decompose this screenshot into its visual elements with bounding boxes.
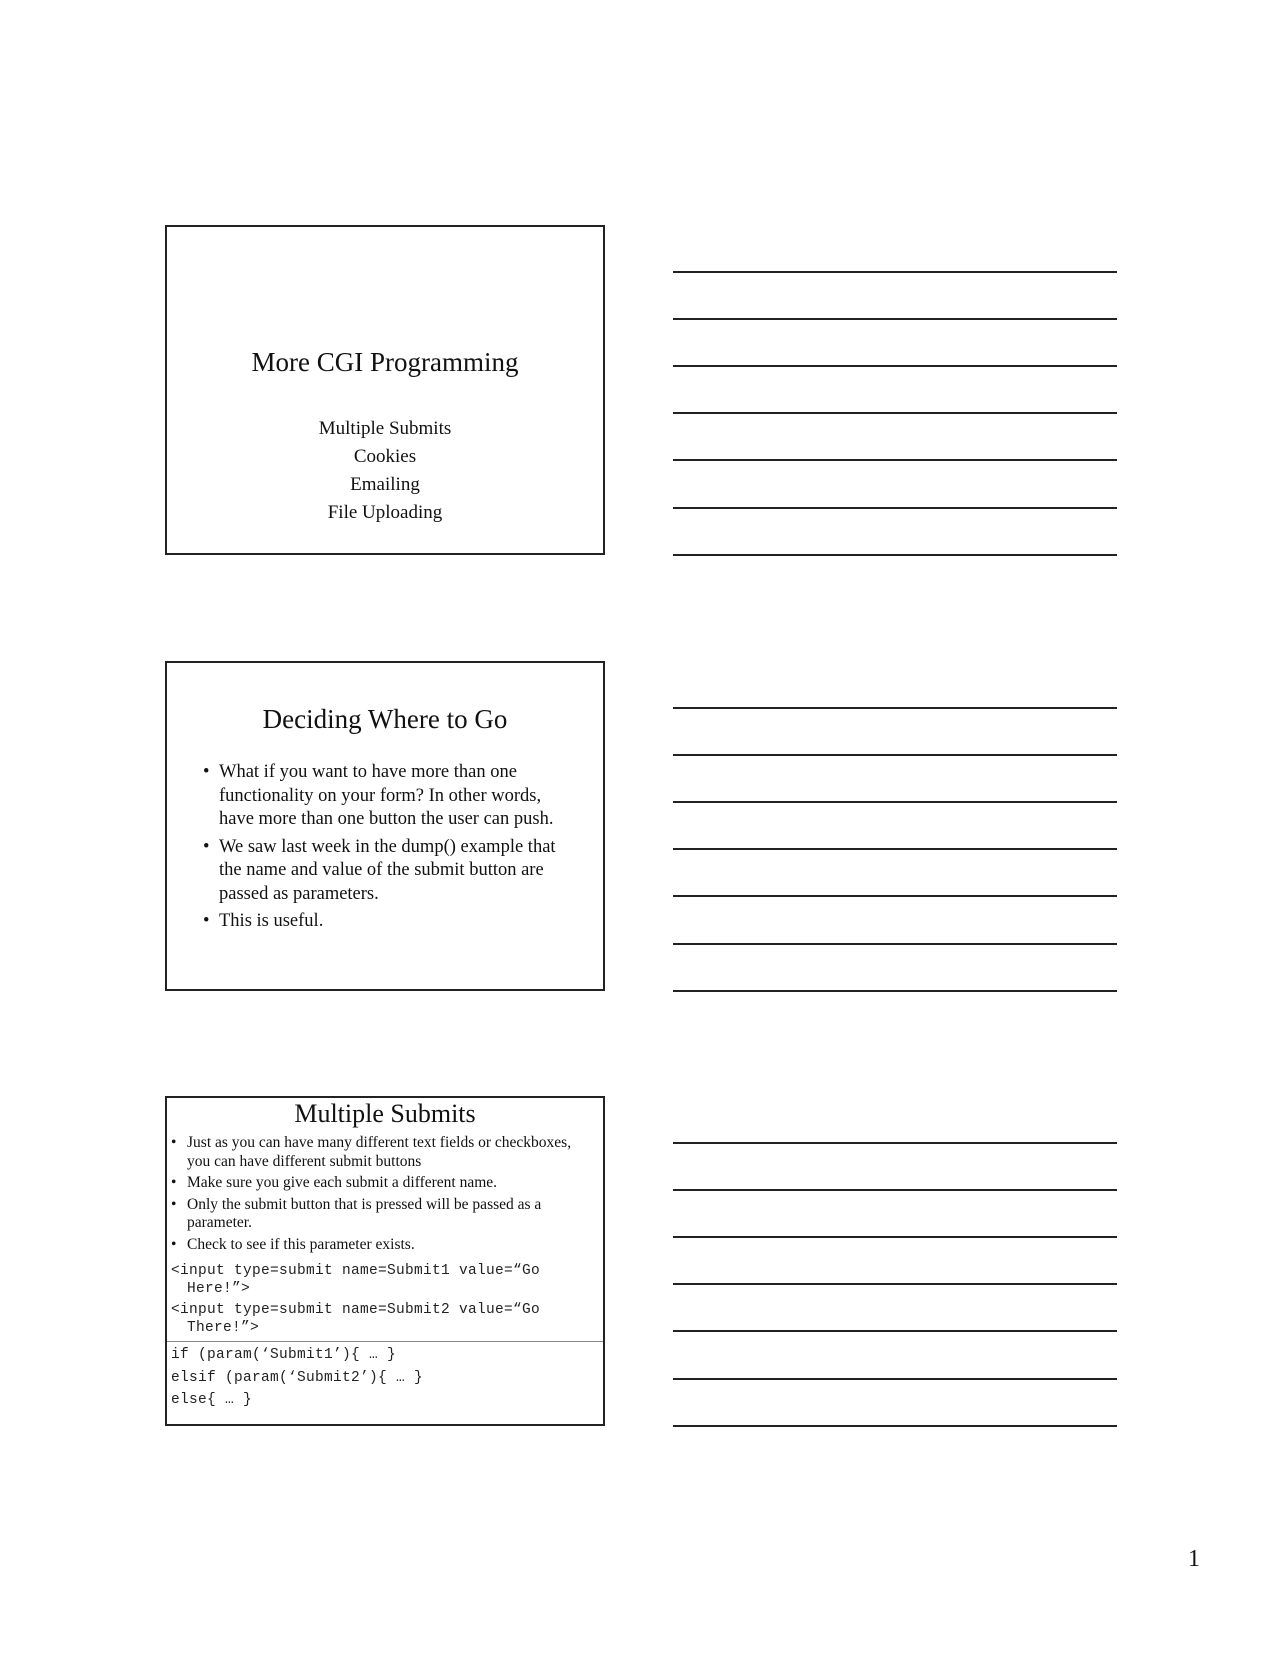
- slide-1: [165, 225, 605, 555]
- note-line: [673, 895, 1117, 897]
- slide-1-topic: File Uploading: [327, 502, 443, 523]
- code-line: <input type=submit name=Submit2 value=“Go There!”>: [171, 1302, 550, 1336]
- html-code-block: [171, 1262, 599, 1340]
- perl-code-block: [171, 1344, 599, 1412]
- note-line: [673, 459, 1117, 461]
- note-line: [673, 1425, 1117, 1427]
- slide-3-bullet: • Check to see if this parameter exists.: [171, 1236, 593, 1255]
- slide-1-title: More CGI Programming: [251, 347, 519, 377]
- note-line: [673, 943, 1117, 945]
- slide-3-bullet: • Just as you can have many different text fields or checkboxes, you can have different submit buttons: [171, 1134, 593, 1171]
- slide-1-topic: Emailing: [350, 474, 420, 495]
- code-line: elsif (param(‘Submit2’){ … }: [171, 1369, 424, 1386]
- slide-3-bullet: • Only the submit button that is pressed will be passed as a parameter.: [171, 1196, 593, 1233]
- note-line: [673, 554, 1117, 556]
- note-line: [673, 318, 1117, 320]
- slide-3-bullet: • Make sure you give each submit a different name.: [171, 1174, 593, 1193]
- note-line: [673, 1142, 1117, 1144]
- note-line: [673, 754, 1117, 756]
- code-line: else{ … }: [171, 1392, 253, 1408]
- slide-2-title: Deciding Where to Go: [262, 704, 508, 734]
- note-line: [673, 801, 1117, 803]
- note-line: [673, 707, 1117, 709]
- slide-2-bullet: • This is useful.: [203, 910, 579, 934]
- note-line: [673, 990, 1117, 992]
- code-line: <input type=submit name=Submit1 value=“Go Here!”>: [171, 1263, 550, 1297]
- slide-2: [165, 661, 605, 991]
- code-line: if (param(‘Submit1’){ … }: [171, 1347, 397, 1363]
- note-line: [673, 848, 1117, 850]
- note-line: [673, 1189, 1117, 1191]
- code-divider: [167, 1341, 603, 1342]
- note-line: [673, 1330, 1117, 1332]
- page-number: 1: [1188, 1546, 1200, 1572]
- slide-1-topic: Cookies: [353, 446, 417, 467]
- note-line: [673, 1236, 1117, 1238]
- slide-2-bullet: • We saw last week in the dump() example that the name and value of the submit button are passed as parameters.: [203, 836, 579, 907]
- note-line: [673, 365, 1117, 367]
- note-line: [673, 1378, 1117, 1380]
- note-line: [673, 1283, 1117, 1285]
- notes-area-1: [673, 225, 1117, 555]
- notes-area-3: [673, 1096, 1117, 1426]
- notes-area-2: [673, 661, 1117, 991]
- slide-3: [165, 1096, 605, 1426]
- slide-1-topic-list: [167, 415, 603, 527]
- note-line: [673, 271, 1117, 273]
- slide-3-title: Multiple Submits: [294, 1099, 476, 1128]
- note-line: [673, 507, 1117, 509]
- note-line: [673, 412, 1117, 414]
- slide-3-bullet-list: [171, 1134, 593, 1257]
- slide-2-bullet: • What if you want to have more than one functionality on your form? In other words, have more than one button the user can push.: [203, 761, 579, 832]
- slide-1-topic: Multiple Submits: [318, 418, 452, 439]
- slide-2-bullet-list: [203, 761, 579, 938]
